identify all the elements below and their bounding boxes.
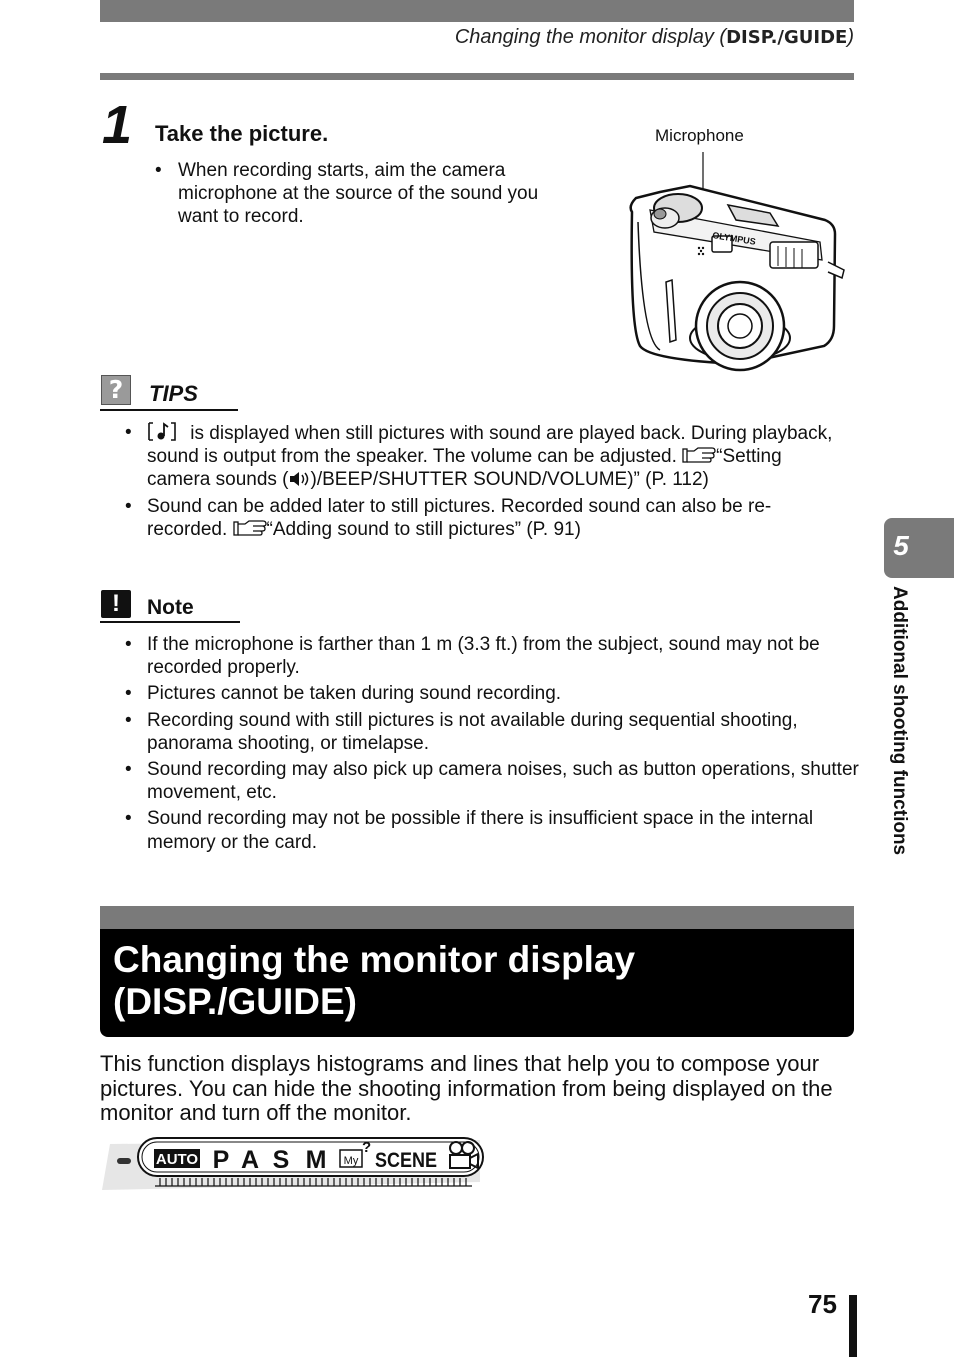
note-item: • Sound recording may also pick up camera noises, such as button operations, shutter movement, etc. — [125, 758, 860, 804]
note-item: • If the microphone is farther than 1 m (3.3 ft.) from the subject, sound may not be recorded properly. — [125, 633, 860, 679]
exclamation-icon: ! — [101, 590, 131, 618]
note-item: • Sound recording may not be possible if there is insufficient space in the internal memory or the card. — [125, 807, 860, 853]
chapter-title: Additional shooting functions — [889, 586, 910, 856]
tips-item: • is displayed when still pictures with sound are played back. During playback, sound is output from the speaker. The volume can be adjusted. “Setting camera sounds ( )/BEEP/SHUTTER SOUND/VOLUME)” (P. 112) — [125, 421, 835, 492]
question-mark-icon: ? — [101, 375, 131, 405]
step-bullet: • When recording starts, aim the camera microphone at the source of the sound you want to record. — [155, 160, 539, 227]
section-band — [100, 906, 854, 929]
note-item: • Recording sound with still pictures is not available during sequential shooting, panorama shooting, or timelapse. — [125, 709, 860, 755]
section-intro: This function displays histograms and lines that help you to compose your pictures. You can hide the shooting information from being displayed on the monitor and turn off the monitor. — [100, 1051, 833, 1125]
reference-hand-icon — [233, 519, 267, 537]
section-title: Changing the monitor display (DISP./GUIDE) — [113, 939, 636, 1022]
running-head: Changing the monitor display (DISP./GUIDE) — [454, 26, 854, 48]
mode-my: My — [343, 1155, 359, 1167]
camera-brand-text: OLYMPUS — [711, 230, 757, 247]
camera-illustration — [620, 150, 854, 386]
reference-hand-icon — [682, 446, 716, 464]
sound-playback-icon — [147, 421, 185, 442]
top-gray-bar — [100, 0, 854, 22]
svg-text:?: ? — [362, 1139, 372, 1156]
note-heading — [100, 588, 240, 623]
mode-m: M — [305, 1146, 327, 1174]
step-number: 1 — [102, 95, 133, 155]
tips-list — [125, 421, 835, 544]
chapter-tab — [884, 518, 954, 578]
header-rule — [100, 73, 854, 80]
tips-item: • Sound can be added later to still pictures. Recorded sound can also be re-recorded. “Adding sound to still pictures” (P. 91) — [125, 495, 835, 541]
mode-a: A — [240, 1146, 260, 1174]
running-head-disp: DISP./GUIDE — [726, 27, 848, 48]
note-item: • Pictures cannot be taken during sound recording. — [125, 682, 860, 705]
page-number-bar — [849, 1295, 857, 1357]
mode-p: P — [212, 1146, 230, 1174]
note-label: Note — [147, 596, 194, 619]
step-title: Take the picture. — [155, 121, 329, 146]
page-number: 75 — [808, 1289, 837, 1319]
section-title-box — [100, 929, 854, 1037]
chapter-number: 5 — [893, 530, 909, 561]
mode-auto: AUTO — [155, 1151, 199, 1168]
mode-dial-strip — [100, 1134, 490, 1194]
mode-scene: SCENE — [375, 1149, 437, 1172]
tips-heading — [100, 373, 238, 411]
microphone-callout-label: Microphone — [655, 126, 744, 145]
note-list — [125, 633, 860, 857]
mode-s: S — [272, 1146, 290, 1174]
speaker-icon — [289, 471, 311, 487]
tips-label: TIPS — [149, 381, 198, 406]
